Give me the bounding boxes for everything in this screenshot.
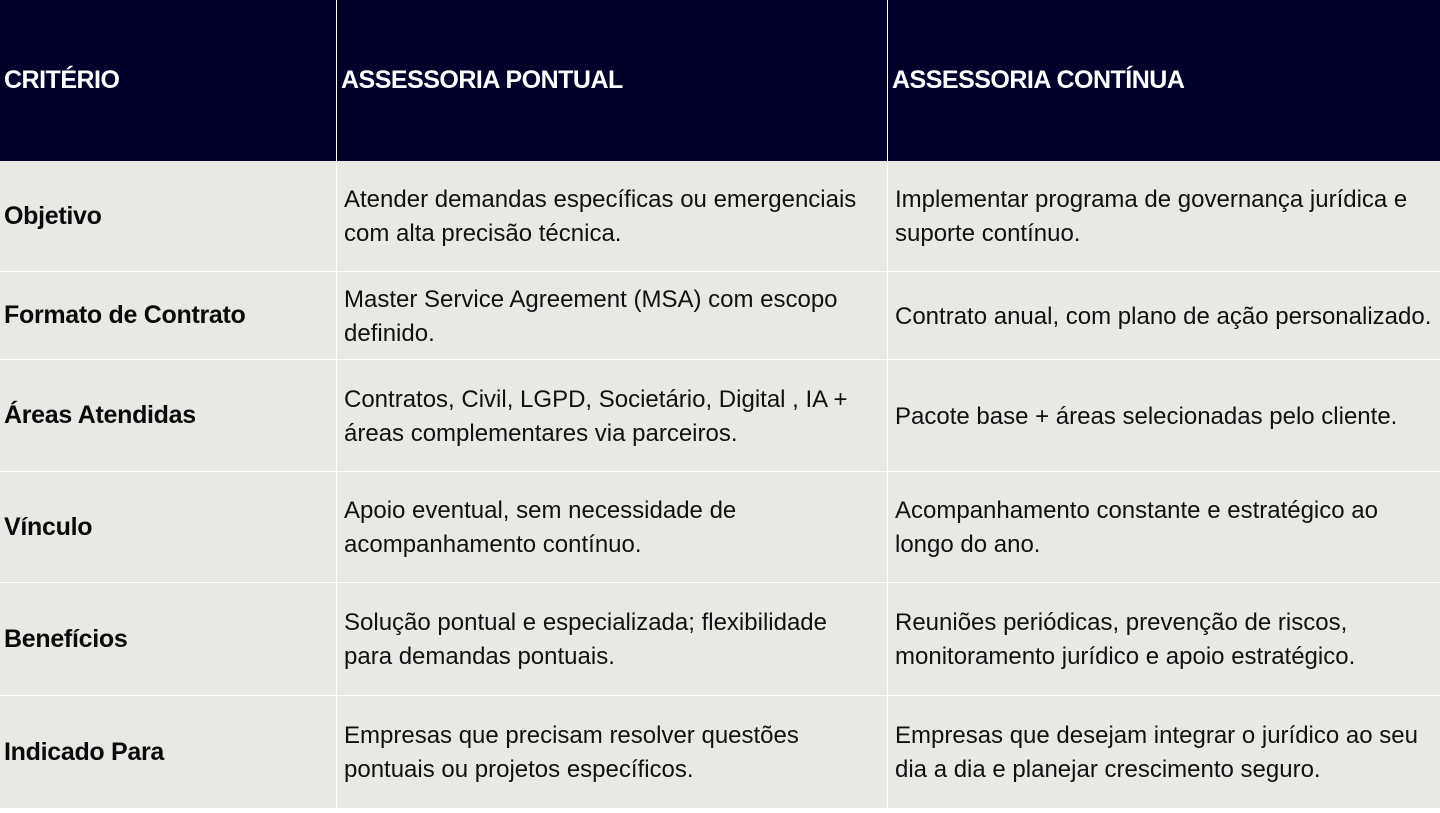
row-continua-areas xyxy=(888,360,1440,472)
row-continua-objetivo xyxy=(888,161,1440,272)
cell-text: Solução pontual e especializada; flexibilidade para demandas pontuais. xyxy=(344,609,827,670)
cell-text: Reuniões periódicas, prevenção de riscos, monitoramento jurídico e apoio estratégico. xyxy=(895,609,1356,670)
row-pontual-indicado xyxy=(337,696,888,808)
row-criterio-formato xyxy=(0,272,337,360)
row-continua-vinculo xyxy=(888,472,1440,583)
header-label: ASSESSORIA CONTÍNUA xyxy=(892,66,1185,94)
cell-text: Contratos, Civil, LGPD, Societário, Digital , IA + áreas complementares via parceiros. xyxy=(344,385,848,447)
cell-text: Apoio eventual, sem necessidade de acompanhamento contínuo. xyxy=(344,497,737,558)
criterio-label: Indicado Para xyxy=(4,737,165,766)
row-pontual-objetivo xyxy=(337,161,888,272)
header-label: ASSESSORIA PONTUAL xyxy=(341,66,623,94)
row-criterio-indicado xyxy=(0,696,337,808)
cell-text: Master Service Agreement (MSA) com escopo definido. xyxy=(344,285,838,347)
row-criterio-beneficios xyxy=(0,583,337,696)
row-criterio-objetivo xyxy=(0,161,337,272)
header-criterio xyxy=(0,0,337,161)
criterio-label: Formato de Contrato xyxy=(4,301,246,329)
criterio-label: Áreas Atendidas xyxy=(4,401,196,429)
criterio-label: Vínculo xyxy=(4,512,93,541)
cell-text: Pacote base + áreas selecionadas pelo cliente. xyxy=(895,402,1398,430)
row-pontual-beneficios xyxy=(337,583,888,696)
cell-text: Empresas que desejam integrar o jurídico ao seu dia a dia e planejar crescimento seguro. xyxy=(895,722,1418,783)
criterio-label: Objetivo xyxy=(4,201,102,230)
cell-text: Acompanhamento constante e estratégico ao longo do ano. xyxy=(895,497,1378,558)
header-label: CRITÉRIO xyxy=(4,66,120,94)
row-pontual-areas xyxy=(337,360,888,472)
cell-text: Implementar programa de governança jurídica e suporte contínuo. xyxy=(895,186,1408,247)
row-continua-indicado xyxy=(888,696,1440,808)
criterio-label: Benefícios xyxy=(4,624,128,653)
cell-text: Contrato anual, com plano de ação personalizado. xyxy=(895,302,1432,330)
row-pontual-vinculo xyxy=(337,472,888,583)
row-continua-formato xyxy=(888,272,1440,360)
row-criterio-vinculo xyxy=(0,472,337,583)
header-assessoria-continua xyxy=(888,0,1440,161)
row-criterio-areas xyxy=(0,360,337,472)
row-continua-beneficios xyxy=(888,583,1440,696)
row-pontual-formato xyxy=(337,272,888,360)
cell-text: Empresas que precisam resolver questões pontuais ou projetos específicos. xyxy=(344,722,799,783)
header-assessoria-pontual xyxy=(337,0,888,161)
cell-text: Atender demandas específicas ou emergenciais com alta precisão técnica. xyxy=(344,186,857,247)
